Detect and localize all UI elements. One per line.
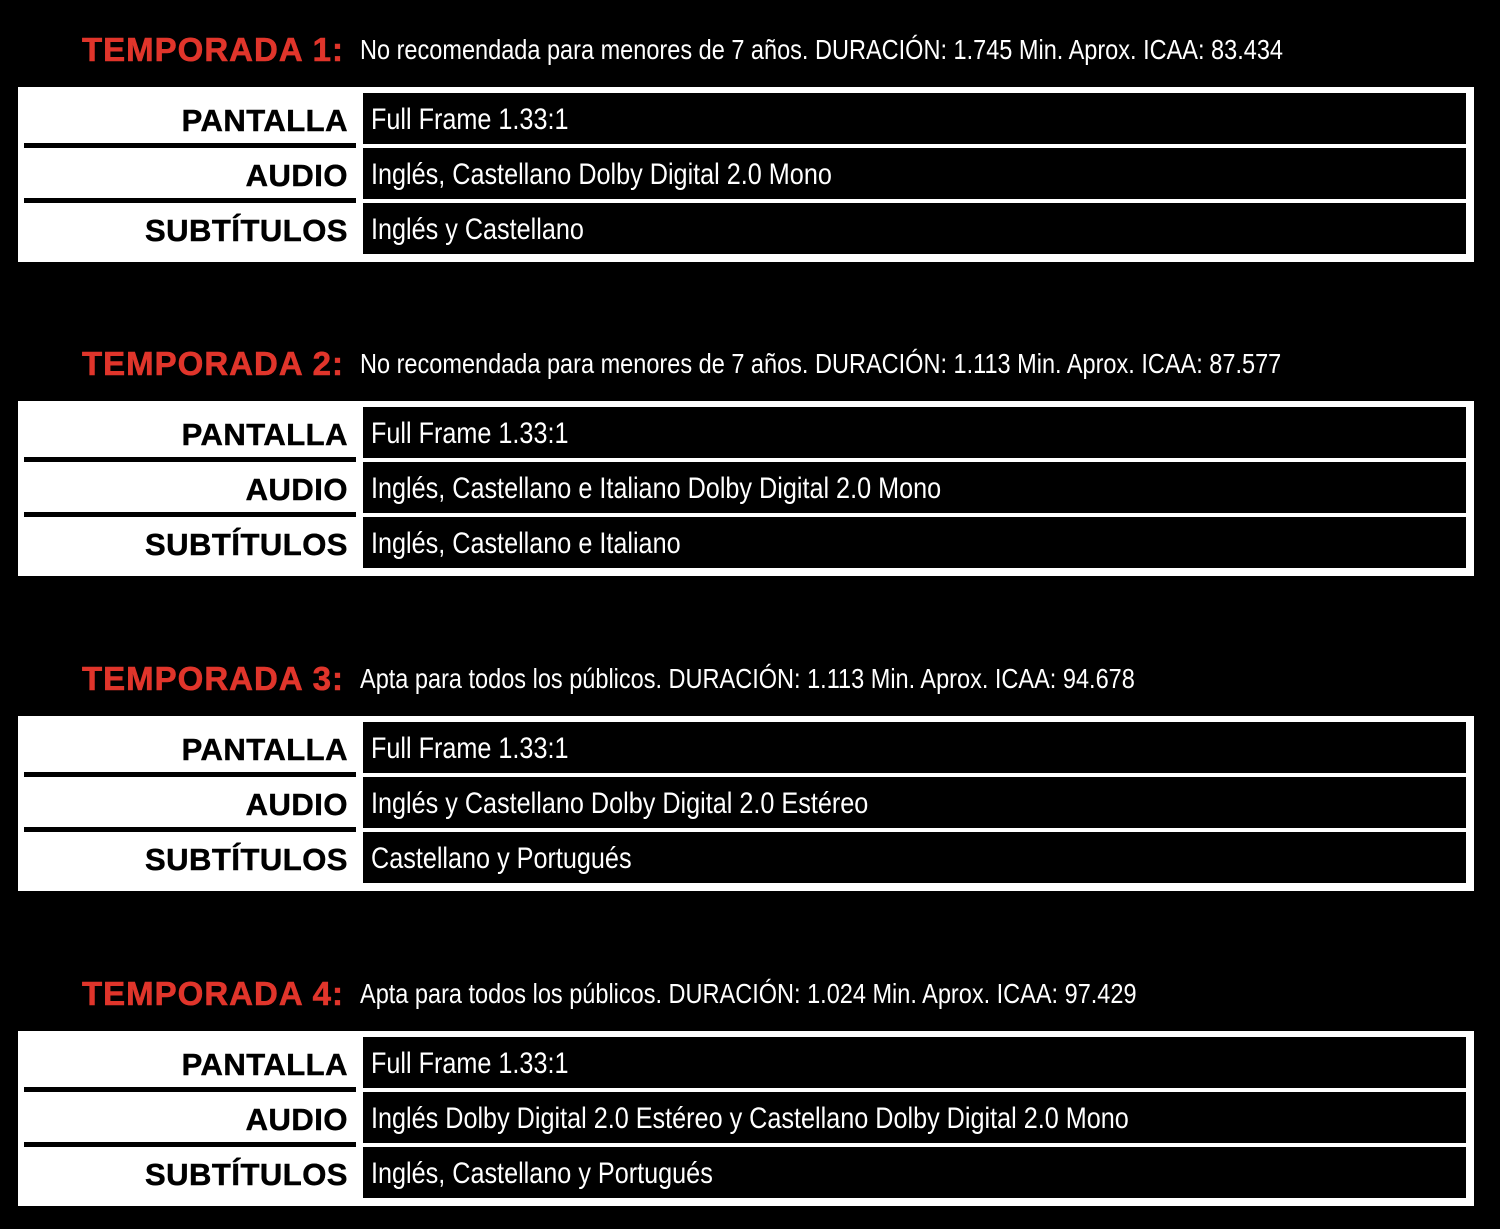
season-info: No recomendada para menores de 7 años. DURACIÓN: 1.745 Min. Aprox. ICAA: 83.434	[359, 34, 1283, 65]
pantalla-value-text: Full Frame 1.33:1	[371, 103, 569, 136]
spec-row-pantalla	[18, 407, 1474, 458]
subtitulos-label: SUBTÍTULOS	[144, 527, 348, 562]
subtitulos-value-text: Inglés, Castellano e Italiano	[371, 527, 681, 560]
season-title: TEMPORADA 3:	[82, 660, 344, 697]
subtitulos-label: SUBTÍTULOS	[144, 1157, 348, 1192]
subtitulos-value	[363, 517, 1466, 568]
season-header	[82, 657, 1282, 701]
spec-row-pantalla	[18, 722, 1474, 773]
subtitulos-value-text: Castellano y Portugués	[371, 842, 632, 875]
spec-row-audio	[18, 462, 1474, 513]
spec-row-audio	[18, 1092, 1474, 1143]
spec-table	[18, 87, 1474, 262]
season-title: TEMPORADA 1:	[82, 31, 344, 68]
spec-row-pantalla	[18, 93, 1474, 144]
pantalla-value	[363, 1037, 1466, 1088]
subtitulos-label: SUBTÍTULOS	[144, 213, 348, 248]
season-header	[82, 342, 1457, 386]
pantalla-value-text: Full Frame 1.33:1	[371, 732, 569, 765]
subtitulos-value	[363, 203, 1466, 254]
pantalla-value	[363, 722, 1466, 773]
subtitulos-value	[363, 1147, 1466, 1198]
audio-value	[363, 1092, 1466, 1143]
pantalla-label: PANTALLA	[181, 417, 348, 452]
season-info: Apta para todos los públicos. DURACIÓN: 1.113 Min. Aprox. ICAA: 94.678	[359, 663, 1135, 694]
audio-label: AUDIO	[245, 472, 348, 507]
spec-table	[18, 401, 1474, 576]
pantalla-label: PANTALLA	[181, 732, 348, 767]
spec-row-subtitulos	[18, 832, 1474, 883]
pantalla-value	[363, 93, 1466, 144]
audio-label: AUDIO	[245, 787, 348, 822]
spec-table	[18, 716, 1474, 891]
spec-row-subtitulos	[18, 1147, 1474, 1198]
audio-value	[363, 777, 1466, 828]
spec-row-subtitulos	[18, 203, 1474, 254]
audio-value	[363, 148, 1466, 199]
spec-row-audio	[18, 148, 1474, 199]
season-info: Apta para todos los públicos. DURACIÓN: 1.024 Min. Aprox. ICAA: 97.429	[359, 978, 1137, 1009]
season-title: TEMPORADA 2:	[82, 345, 344, 382]
spec-table	[18, 1031, 1474, 1206]
pantalla-value-text: Full Frame 1.33:1	[371, 417, 569, 450]
subtitulos-value-text: Inglés, Castellano y Portugués	[371, 1157, 713, 1190]
audio-value	[363, 462, 1466, 513]
subtitulos-label: SUBTÍTULOS	[144, 842, 348, 877]
subtitulos-value	[363, 832, 1466, 883]
audio-label: AUDIO	[245, 158, 348, 193]
audio-value-text: Inglés Dolby Digital 2.0 Estéreo y Castellano Dolby Digital 2.0 Mono	[371, 1102, 1129, 1135]
season-title: TEMPORADA 4:	[82, 975, 344, 1012]
spec-row-pantalla	[18, 1037, 1474, 1088]
pantalla-value	[363, 407, 1466, 458]
audio-label: AUDIO	[245, 1102, 348, 1137]
audio-value-text: Inglés y Castellano Dolby Digital 2.0 Estéreo	[371, 787, 869, 820]
pantalla-label: PANTALLA	[181, 1047, 348, 1082]
spec-row-subtitulos	[18, 517, 1474, 568]
season-header	[82, 28, 1459, 72]
spec-row-audio	[18, 777, 1474, 828]
pantalla-value-text: Full Frame 1.33:1	[371, 1047, 569, 1080]
season-header	[82, 972, 1284, 1016]
audio-value-text: Inglés, Castellano e Italiano Dolby Digital 2.0 Mono	[371, 472, 942, 505]
subtitulos-value-text: Inglés y Castellano	[371, 213, 584, 246]
pantalla-label: PANTALLA	[181, 103, 348, 138]
audio-value-text: Inglés, Castellano Dolby Digital 2.0 Mono	[371, 158, 832, 191]
season-info: No recomendada para menores de 7 años. DURACIÓN: 1.113 Min. Aprox. ICAA: 87.577	[359, 348, 1282, 379]
